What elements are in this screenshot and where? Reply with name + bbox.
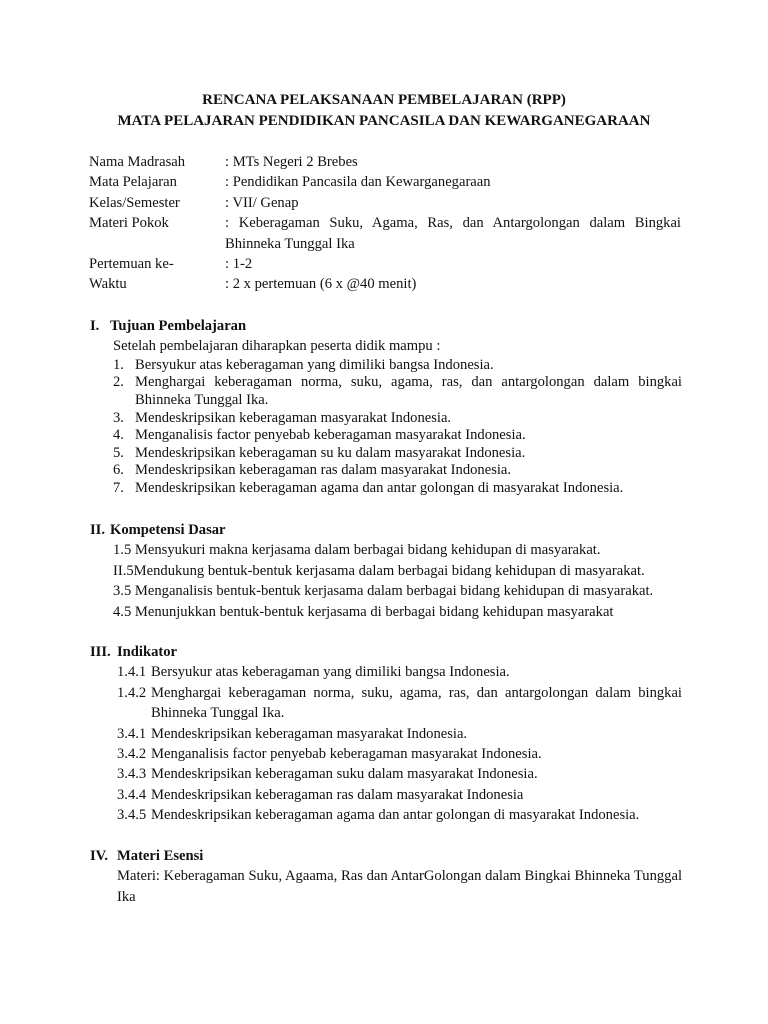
section-title: Materi Esensi <box>117 848 204 864</box>
info-row-class <box>89 193 681 213</box>
list-item: 3.5 Menganalisis bentuk-bentuk kerjasama dalam berbagai bidang kehidupan di masyarakat. <box>113 583 654 600</box>
item-text: Menghargai keberagaman norma, suku, agama, ras, dan antargolongan dalam bingkai Bhinneka Tunggal Ika. <box>151 684 682 722</box>
item-text: Mendeskripsikan keberagaman masyarakat Indonesia. <box>135 409 452 426</box>
info-row-subject <box>89 172 681 192</box>
info-value: : 1-2 <box>225 256 253 273</box>
info-value: : MTs Negeri 2 Brebes <box>225 154 358 170</box>
list-item <box>113 410 682 428</box>
section-number: III. <box>90 644 111 660</box>
info-row-madrasah <box>89 152 681 172</box>
section-number: I. <box>90 318 100 334</box>
section-number: IV. <box>90 848 108 864</box>
list-item: 1.5 Mensyukuri makna kerjasama dalam berbagai bidang kehidupan di masyarakat. <box>113 542 601 559</box>
info-key: Materi Pokok <box>89 215 169 232</box>
item-text: Menganalisis factor penyebab keberagaman masyarakat Indonesia. <box>135 427 526 444</box>
info-value: : VII/ Genap <box>225 194 299 211</box>
item-text: Menganalisis factor penyebab keberagaman masyarakat Indonesia. <box>151 746 542 763</box>
info-key: Mata Pelajaran <box>89 174 177 191</box>
list-item <box>113 462 682 480</box>
list-item <box>113 445 682 463</box>
item-number: 3.4.5 <box>117 807 147 824</box>
item-text: Bersyukur atas keberagaman yang dimiliki bangsa Indonesia. <box>135 356 494 373</box>
section-title: Kompetensi Dasar <box>110 522 226 538</box>
list-item <box>117 764 682 784</box>
item-number: 1.4.1 <box>117 664 147 681</box>
info-value: : 2 x pertemuan (6 x @40 menit) <box>225 276 417 293</box>
identity-table <box>89 152 681 295</box>
item-number: 2. <box>113 374 124 391</box>
info-key: Pertemuan ke- <box>89 256 174 273</box>
competence-list <box>113 540 682 622</box>
item-number: 3. <box>113 409 124 426</box>
item-number: 4. <box>113 427 124 444</box>
section-body <box>90 866 682 907</box>
section-indicators <box>90 642 682 826</box>
list-item <box>113 480 682 498</box>
item-text: Mendeskripsikan keberagaman agama dan antar golongan di masyarakat Indonesia. <box>151 807 640 824</box>
list-item <box>113 374 682 409</box>
info-row-topic <box>89 213 681 254</box>
section-number: II. <box>90 522 106 538</box>
section-body <box>90 540 682 622</box>
info-value: : Pendidikan Pancasila dan Kewarganegaraan <box>225 174 491 191</box>
item-number: 3.4.2 <box>117 746 147 763</box>
section-heading <box>90 316 682 336</box>
item-text: Menghargai keberagaman norma, suku, agama, ras, dan antargolongan dalam bingkai Bhinneka Tunggal Ika. <box>135 374 682 408</box>
item-text: Mendeskripsikan keberagaman ras dalam masyarakat Indonesia. <box>135 462 512 479</box>
list-item <box>117 662 682 682</box>
item-number: 3.4.3 <box>117 766 147 783</box>
document-subtitle: MATA PELAJARAN PENDIDIKAN PANCASILA DAN KEWARGANEGARAAN <box>117 113 651 129</box>
section-heading <box>90 846 682 866</box>
info-value: : Keberagaman Suku, Agama, Ras, dan Antargolongan dalam Bingkai Bhinneka Tunggal Ika <box>225 215 681 252</box>
item-number: 5. <box>113 444 124 461</box>
section-heading <box>90 520 682 540</box>
item-number: 7. <box>113 479 124 496</box>
indicator-list <box>90 662 682 825</box>
document-title: RENCANA PELAKSANAAN PEMBELAJARAN (RPP) <box>202 92 566 108</box>
section-basic-competence <box>90 520 682 622</box>
list-item <box>113 357 682 375</box>
list-item <box>113 427 682 445</box>
info-key: Kelas/Semester <box>89 194 180 211</box>
section-title: Tujuan Pembelajaran <box>110 318 247 334</box>
list-item: II.5Mendukung bentuk-bentuk kerjasama dalam berbagai bidang kehidupan di masyarakat. <box>113 562 645 579</box>
list-item <box>117 805 682 825</box>
item-number: 6. <box>113 462 124 479</box>
list-item <box>117 724 682 744</box>
section-heading <box>90 642 682 662</box>
section-learning-objectives <box>90 316 682 498</box>
item-text: Mendeskripsikan keberagaman suku dalam masyarakat Indonesia. <box>151 766 538 783</box>
item-number: 3.4.1 <box>117 725 147 742</box>
info-key: Waktu <box>89 276 127 293</box>
item-text: Mendeskripsikan keberagaman ras dalam masyarakat Indonesia <box>151 786 524 803</box>
item-number: 1. <box>113 356 124 373</box>
info-row-time <box>89 274 681 294</box>
list-item <box>117 683 682 724</box>
list-item: 4.5 Menunjukkan bentuk-bentuk kerjasama di berbagai bidang kehidupan masyarakat <box>113 603 614 620</box>
list-item <box>117 785 682 805</box>
material-text: Materi: Keberagaman Suku, Agaama, Ras dan AntarGolongan dalam Bingkai Bhinneka Tunggal Ika <box>117 868 682 905</box>
objectives-list <box>113 357 682 498</box>
item-text: Mendeskripsikan keberagaman agama dan antar golongan di masyarakat Indonesia. <box>135 479 624 496</box>
item-number: 1.4.2 <box>117 684 147 701</box>
section-essential-material <box>90 846 682 907</box>
item-text: Bersyukur atas keberagaman yang dimiliki bangsa Indonesia. <box>151 664 510 681</box>
list-item <box>117 744 682 764</box>
section-body <box>90 336 682 497</box>
item-text: Mendeskripsikan keberagaman masyarakat Indonesia. <box>151 725 468 742</box>
item-number: 3.4.4 <box>117 786 147 803</box>
info-row-meeting <box>89 254 681 274</box>
section-intro: Setelah pembelajaran diharapkan peserta didik mampu : <box>113 338 441 355</box>
section-title: Indikator <box>117 644 178 660</box>
info-key: Nama Madrasah <box>89 154 186 170</box>
item-text: Mendeskripsikan keberagaman su ku dalam masyarakat Indonesia. <box>135 444 526 461</box>
